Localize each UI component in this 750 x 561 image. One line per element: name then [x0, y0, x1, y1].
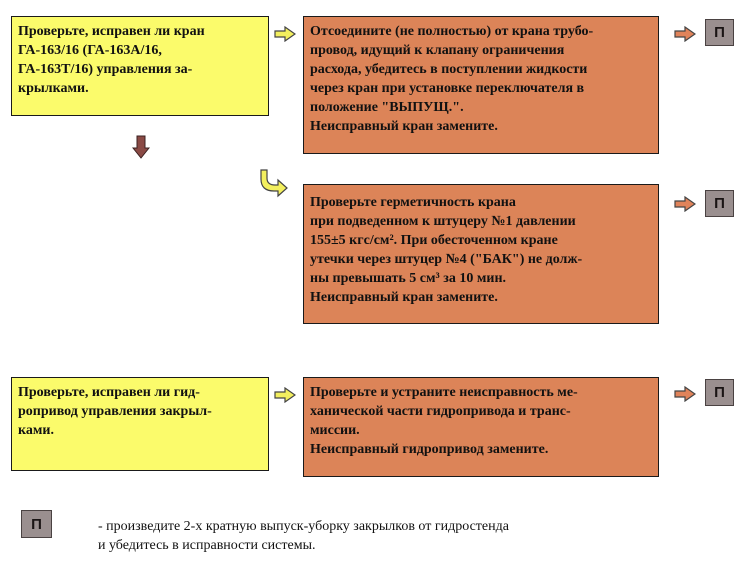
- check-hydraulic-drive-box: Проверьте, исправен ли гид- ропривод управления закрыл- ками.: [11, 377, 269, 471]
- p-legend-box: П: [21, 510, 52, 538]
- fix-mechanical-box: Проверьте и устраните неисправность ме- ханической части гидропривода и транс- миссии. Неисправный гидропривод замените.: [303, 377, 659, 477]
- p-box: П: [705, 379, 734, 406]
- arrow-down-icon: [132, 135, 150, 160]
- p-box: П: [705, 190, 734, 217]
- p-box: П: [705, 19, 734, 46]
- check-crane-box: Проверьте, исправен ли кран ГА-163/16 (ГА-163А/16, ГА-163Т/16) управления за- крылками.: [11, 16, 269, 116]
- arrow-right-icon: [674, 386, 696, 402]
- disconnect-pipe-box: Отсоедините (не полностью) от крана трубо- провод, идущий к клапану ограничения расхода, убедитесь в поступлении жидкости через кран при установке переключателя в положение "ВЫПУЩ.". Неисправный кран замените.: [303, 16, 659, 154]
- arrow-right-icon: [674, 196, 696, 212]
- arrow-right-icon: [274, 26, 296, 42]
- check-tightness-box: Проверьте герметичность крана при подведенном к штуцеру №1 давлении 155±5 кгс/см². При обесточенном кране утечки через штуцер №4 ("БАК") не долж- ны превышать 5 см³ за 10 мин. Неисправный кран замените.: [303, 184, 659, 324]
- arrow-right-icon: [674, 26, 696, 42]
- arrow-right-icon: [274, 387, 296, 403]
- curved-arrow-icon: [258, 168, 290, 198]
- footnote-text: - произведите 2-х кратную выпуск-уборку закрылков от гидростенда и убедитесь в исправности системы.: [98, 519, 509, 553]
